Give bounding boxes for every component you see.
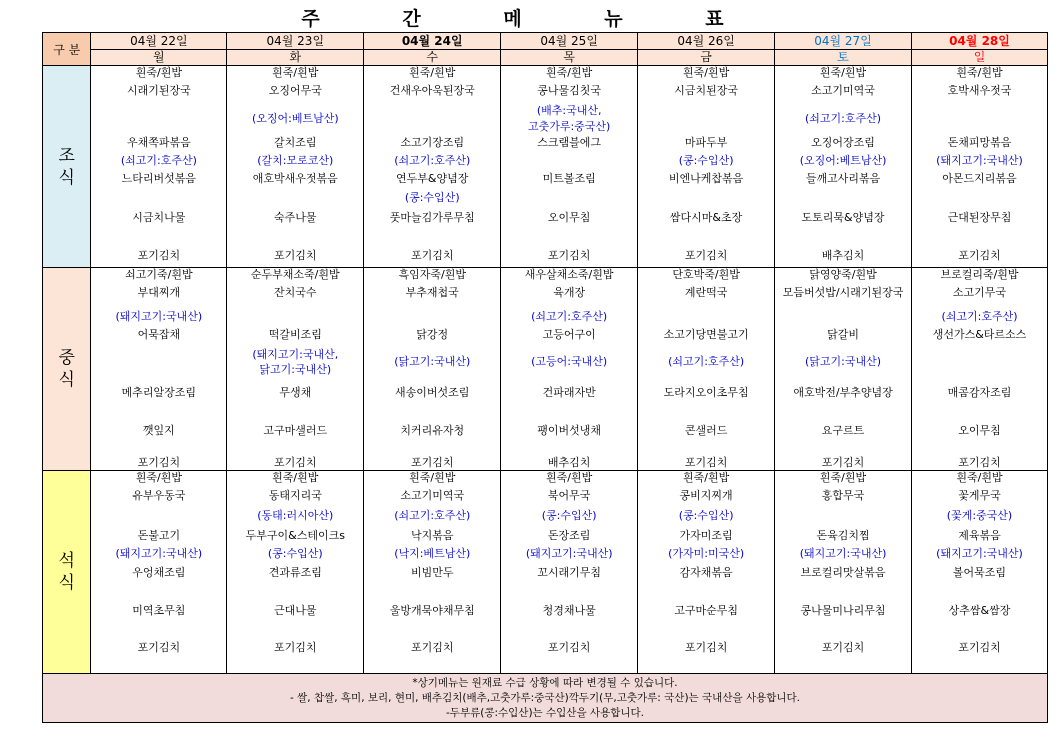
- origin-note: (갈치:모로코산): [257, 154, 334, 167]
- menu-item: 비엔나케찹볶음: [668, 172, 744, 185]
- menu-item: 배추김치: [821, 249, 865, 262]
- menu-item: 풋마늘김가루무침: [389, 211, 475, 224]
- menu-item: 소고기미역국: [400, 489, 465, 502]
- menu-item: 견과류조림: [268, 566, 322, 579]
- menu-cell: [227, 471, 364, 674]
- menu-item: 포기김치: [137, 249, 181, 262]
- menu-item: 매콤감자조림: [947, 386, 1012, 399]
- origin-note: (닭고기:국내산): [394, 355, 471, 368]
- origin-note: 고춧가루:중국산): [527, 120, 611, 133]
- menu-item: 오이무침: [547, 211, 591, 224]
- origin-note: (돼지고기:국내산): [115, 547, 203, 560]
- menu-item: 돈육김치찜: [816, 529, 870, 542]
- menu-item: 포기김치: [684, 249, 728, 262]
- menu-item: 포기김치: [684, 456, 728, 469]
- menu-item: 흰죽/흰밥: [819, 66, 867, 79]
- origin-note: (돼지고기:국내산): [115, 310, 203, 323]
- origin-note: (쇠고기:호주산): [531, 310, 608, 323]
- menu-cell: [775, 268, 912, 471]
- menu-item: 포기김치: [137, 456, 181, 469]
- menu-item: 우채쪽파볶음: [126, 136, 191, 149]
- menu-item: 모듬버섯밥/시래기된장국: [782, 286, 904, 299]
- menu-cell: [364, 471, 501, 674]
- meal-label-char: 중: [58, 348, 75, 368]
- menu-item: 흰죽/흰밥: [682, 66, 730, 79]
- menu-item: 닭갈비: [827, 328, 859, 341]
- menu-cell: [501, 268, 638, 471]
- menu-item: 소고기무국: [952, 286, 1007, 299]
- origin-note: (꽃게:중국산): [946, 509, 1013, 522]
- origin-note: (콩:수입산): [541, 509, 597, 522]
- origin-note: (동태:러시아산): [257, 509, 334, 522]
- menu-item: 쇠고기죽/흰밥: [125, 268, 193, 281]
- header-label: 구 분: [43, 33, 91, 66]
- menu-item: 포기김치: [547, 641, 591, 654]
- menu-item: 가자미조림: [679, 529, 733, 542]
- menu-cell: [638, 66, 775, 268]
- menu-item: 계란떡국: [684, 286, 728, 299]
- menu-item: 포기김치: [137, 641, 181, 654]
- menu-item: 잔치국수: [274, 286, 317, 299]
- menu-item: 갈치조림: [274, 136, 317, 149]
- menu-item: 포기김치: [958, 456, 1001, 469]
- menu-item: 흰죽/흰밥: [956, 471, 1003, 484]
- menu-item: 콩비지찌개: [679, 489, 733, 502]
- origin-note: (고등어:국내산): [531, 355, 608, 368]
- menu-item: 브로컬리죽/흰밥: [940, 268, 1019, 281]
- menu-cell: [364, 268, 501, 471]
- menu-item: 상추쌈&쌈장: [948, 604, 1011, 617]
- page-title: 주 간 메 뉴 표: [301, 8, 762, 30]
- menu-item: 미역초무침: [132, 604, 186, 617]
- menu-item: 청경채나물: [542, 604, 596, 617]
- menu-item: 미트볼조림: [542, 172, 596, 185]
- menu-item: 흰죽/흰밥: [272, 66, 319, 79]
- menu-item: 육개장: [553, 286, 586, 299]
- menu-cell: [227, 268, 364, 471]
- menu-item: 포기김치: [958, 641, 1001, 654]
- menu-item: 아몬드지리볶음: [942, 172, 1017, 185]
- meal-label-char: 조: [58, 145, 75, 166]
- menu-item: 흰죽/흰밥: [409, 471, 456, 484]
- origin-note: (쇠고기:호주산): [394, 509, 471, 522]
- meal-label-char: 식: [58, 573, 75, 593]
- menu-item: 고등어구이: [542, 328, 596, 341]
- menu-item: 부대찌개: [137, 286, 181, 299]
- date-thu: 04월 25일: [501, 33, 638, 50]
- menu-item: 도토리묵&양념장: [801, 211, 885, 224]
- origin-note: (쇠고기:호주산): [668, 355, 745, 368]
- menu-item: 메추리알장조림: [121, 386, 197, 399]
- weekly-menu-table: [42, 32, 1048, 723]
- menu-cell: [775, 471, 912, 674]
- menu-item: 오이무침: [958, 424, 1001, 437]
- menu-item: 순두부채소죽/흰밥: [250, 268, 340, 281]
- breakfast-row: [43, 66, 1048, 268]
- origin-note: (돼지고기:국내산): [799, 547, 887, 560]
- menu-cell: [227, 66, 364, 268]
- menu-item: 꽃게무국: [958, 489, 1001, 502]
- menu-item: 포기김치: [274, 641, 317, 654]
- menu-cell: [91, 268, 227, 471]
- notice-line: - 쌀, 찹쌀, 흑미, 보리, 현미, 배추김치(배추,고춧가루:중국산)깍두기(무,고춧가루: 국산)는 국내산을 사용합니다.: [290, 691, 800, 704]
- menu-item: 단호박죽/흰밥: [672, 268, 740, 281]
- date-sun: 04월 28일: [912, 33, 1048, 50]
- menu-item: 근대나물: [274, 604, 317, 617]
- menu-item: 낙지볶음: [410, 529, 454, 542]
- menu-item: 느타리버섯볶음: [121, 172, 197, 185]
- day-sat: 토: [775, 50, 912, 66]
- menu-item: 흰죽/흰밥: [956, 66, 1003, 79]
- menu-cell: [91, 66, 227, 268]
- menu-item: 깻잎지: [142, 424, 175, 437]
- menu-item: 소고기미역국: [811, 84, 875, 97]
- menu-item: 시금치된장국: [674, 84, 738, 97]
- menu-item: 제육볶음: [958, 529, 1001, 542]
- menu-item: 새송이버섯조림: [395, 386, 470, 399]
- origin-note: (낙지:베트남산): [394, 547, 471, 560]
- menu-item: 부추재첩국: [405, 286, 459, 299]
- menu-item: 쌈다시마&초장: [669, 211, 743, 224]
- menu-item: 건새우아욱된장국: [389, 84, 475, 97]
- menu-item: 동태지리국: [268, 489, 322, 502]
- menu-item: 포기김치: [410, 641, 454, 654]
- menu-item: 고구마순무침: [674, 604, 738, 617]
- menu-item: 흰죽/흰밥: [682, 471, 730, 484]
- day-sun: 일: [912, 50, 1048, 66]
- menu-cell: [91, 471, 227, 674]
- menu-item: 흰죽/흰밥: [409, 66, 456, 79]
- menu-item: 포기김치: [821, 456, 865, 469]
- menu-item: 포기김치: [684, 641, 728, 654]
- origin-note: (콩:수입산): [678, 509, 734, 522]
- menu-item: 연두부&양념장: [396, 172, 469, 185]
- menu-item: 흰죽/흰밥: [546, 471, 593, 484]
- origin-note: (콩:수입산): [404, 191, 460, 204]
- origin-note: (닭고기:국내산): [805, 355, 882, 368]
- menu-item: 무생채: [279, 386, 312, 399]
- date-fri: 04월 26일: [638, 33, 775, 50]
- menu-item: 포기김치: [410, 249, 454, 262]
- menu-item: 두부구이&스테이크s: [245, 529, 345, 542]
- menu-item: 호박새우젓국: [947, 84, 1012, 97]
- menu-item: 포기김치: [274, 249, 317, 262]
- menu-item: 꼬시래기무침: [537, 566, 602, 579]
- menu-item: 비빔만두: [410, 566, 454, 579]
- menu-item: 떡갈비조림: [268, 328, 322, 341]
- lunch-row: [43, 268, 1048, 471]
- menu-item: 콘샐러드: [684, 424, 728, 437]
- meal-label-char: 식: [58, 370, 75, 390]
- menu-item: 흑임자죽/흰밥: [398, 268, 466, 281]
- menu-item: 포기김치: [958, 249, 1001, 262]
- menu-item: 배추김치: [547, 456, 591, 469]
- origin-note: (콩:수입산): [267, 547, 323, 560]
- notice-line: -두부류(콩:수입산)는 수입산을 사용합니다.: [446, 706, 644, 719]
- menu-cell: [912, 268, 1048, 471]
- menu-item: 소고기장조림: [400, 136, 465, 149]
- origin-note: 닭고기:국내산): [259, 363, 332, 376]
- menu-item: 흰죽/흰밥: [819, 471, 867, 484]
- menu-cell: [912, 66, 1048, 268]
- menu-item: 유부우동국: [132, 489, 186, 502]
- menu-cell: [912, 471, 1048, 674]
- dinner-row: [43, 471, 1048, 674]
- date-tue: 04월 23일: [227, 33, 364, 50]
- menu-item: 홍합무국: [821, 489, 865, 502]
- menu-item: 오징어무국: [268, 84, 322, 97]
- menu-item: 오징어장조림: [811, 136, 875, 149]
- menu-item: 흰죽/흰밥: [272, 471, 319, 484]
- meal-label-char: 석: [58, 551, 75, 571]
- menu-item: 포기김치: [410, 456, 454, 469]
- menu-cell: [638, 268, 775, 471]
- menu-item: 어묵잡채: [137, 328, 181, 341]
- menu-item: 마파두부: [684, 136, 728, 149]
- notice-line: *상기메뉴는 원재료 수급 상황에 따라 변경될 수 있습니다.: [412, 676, 678, 689]
- date-sat: 04월 27일: [775, 33, 912, 50]
- menu-item: 브로컬리맛살볶음: [800, 566, 886, 579]
- origin-note: (돼지고기:국내산): [936, 154, 1023, 167]
- menu-item: 감자채볶음: [679, 566, 733, 579]
- menu-item: 콩나물김칫국: [537, 84, 602, 97]
- menu-item: 시금치나물: [132, 211, 186, 224]
- menu-item: 볼어묵조림: [952, 566, 1007, 579]
- menu-item: 포기김치: [547, 249, 591, 262]
- menu-item: 생선가스&타르소스: [932, 328, 1027, 341]
- menu-item: 근대된장무침: [947, 211, 1012, 224]
- menu-item: 애호박새우젓볶음: [252, 172, 338, 185]
- menu-item: 돈채피망볶음: [947, 136, 1012, 149]
- menu-item: 울방개묵야채무침: [389, 604, 475, 617]
- origin-note: (쇠고기:호주산): [120, 154, 197, 167]
- menu-item: 고구마샐러드: [263, 424, 328, 437]
- menu-item: 돈불고기: [137, 529, 181, 542]
- day-wed: 수: [364, 50, 501, 66]
- origin-note: (콩:수입산): [678, 154, 734, 167]
- menu-item: 시래기된장국: [126, 84, 191, 97]
- day-tue: 화: [227, 50, 364, 66]
- menu-item: 애호박전/부추양념장: [793, 386, 893, 399]
- menu-item: 돈장조림: [547, 529, 591, 542]
- menu-item: 새우살채소죽/흰밥: [524, 268, 614, 281]
- menu-cell: [501, 471, 638, 674]
- origin-note: (배추:국내산,: [536, 104, 602, 117]
- dinner-label: [43, 471, 91, 674]
- origin-note: (돼지고기:국내산): [936, 547, 1023, 560]
- origin-note: (돼지고기:국내산,: [252, 348, 339, 361]
- origin-note: (오징어:베트남산): [799, 154, 887, 167]
- date-wed: 04월 24일: [364, 33, 501, 50]
- menu-item: 요구르트: [821, 424, 865, 437]
- menu-item: 우엉채조림: [132, 566, 186, 579]
- notice-box: [43, 674, 1048, 723]
- menu-item: 닭강정: [416, 328, 449, 341]
- breakfast-label: [43, 66, 91, 268]
- menu-item: 흰죽/흰밥: [135, 471, 182, 484]
- lunch-label: [43, 268, 91, 471]
- menu-item: 콩나물미나리무침: [800, 604, 886, 617]
- origin-note: (오징어:베트남산): [251, 112, 339, 125]
- menu-item: 도라지오이초무침: [663, 386, 749, 399]
- origin-note: (돼지고기:국내산): [525, 547, 613, 560]
- menu-item: 흰죽/흰밥: [546, 66, 593, 79]
- menu-item: 건파래자반: [542, 386, 596, 399]
- menu-item: 북어무국: [547, 489, 591, 502]
- day-fri: 금: [638, 50, 775, 66]
- menu-item: 스크램블에그: [537, 136, 602, 149]
- menu-item: 숙주나물: [274, 211, 317, 224]
- origin-note: (쇠고기:호주산): [805, 112, 882, 125]
- origin-note: (쇠고기:호주산): [941, 310, 1018, 323]
- date-mon: 04월 22일: [91, 33, 227, 50]
- menu-item: 치커리유자청: [400, 424, 465, 437]
- menu-item: 포기김치: [274, 456, 317, 469]
- menu-item: 흰죽/흰밥: [135, 66, 182, 79]
- day-thu: 목: [501, 50, 638, 66]
- menu-item: 포기김치: [821, 641, 865, 654]
- menu-item: 소고기당면불고기: [663, 328, 749, 341]
- menu-item: 팽이버섯냉채: [537, 424, 602, 437]
- origin-note: (쇠고기:호주산): [394, 154, 471, 167]
- day-mon: 월: [91, 50, 227, 66]
- menu-cell: [364, 66, 501, 268]
- menu-item: 들깨고사리볶음: [805, 172, 881, 185]
- menu-cell: [775, 66, 912, 268]
- menu-cell: [501, 66, 638, 268]
- menu-cell: [638, 471, 775, 674]
- menu-item: 닭영양죽/흰밥: [809, 268, 877, 281]
- meal-label-char: 식: [58, 167, 75, 188]
- origin-note: (가자미:미국산): [668, 547, 745, 560]
